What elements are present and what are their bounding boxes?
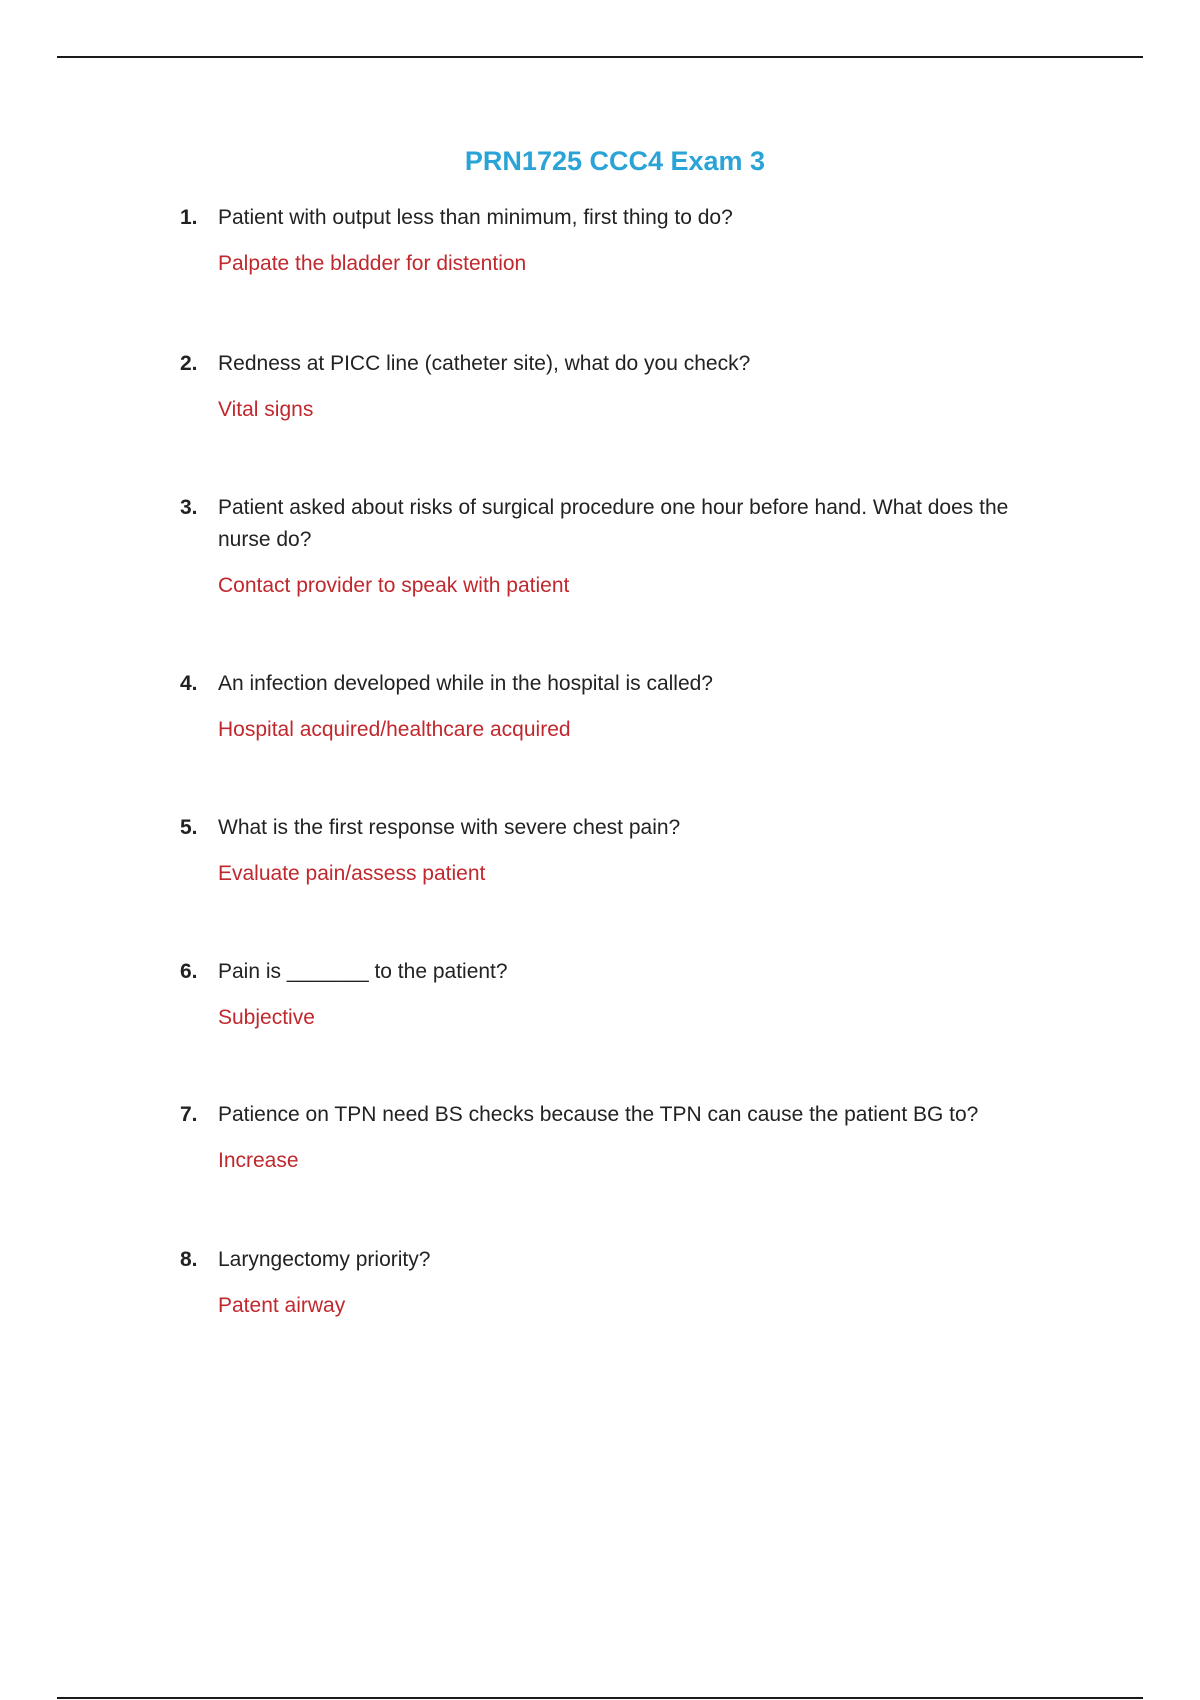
answer-4: Hospital acquired/healthcare acquired — [218, 718, 571, 741]
question-7 — [180, 1099, 1060, 1131]
qa-item-5 — [180, 812, 1060, 890]
question-text: Pain is _______ to the patient? — [218, 960, 508, 983]
question-text: Redness at PICC line (catheter site), what do you check? — [218, 352, 751, 375]
top-rule — [57, 56, 1143, 58]
question-2 — [180, 348, 1060, 380]
qa-item-4 — [180, 668, 1060, 746]
document-title: PRN1725 CCC4 Exam 3 — [464, 146, 766, 176]
question-number: 5. — [180, 816, 198, 839]
qa-item-1 — [180, 202, 1060, 280]
question-number: 4. — [180, 672, 198, 695]
question-number: 6. — [180, 960, 198, 983]
answer-8: Patent airway — [218, 1294, 346, 1317]
answer-2: Vital signs — [218, 398, 314, 421]
answer-1: Palpate the bladder for distention — [218, 252, 527, 275]
qa-item-7 — [180, 1099, 1060, 1177]
question-text: Patient asked about risks of surgical procedure one hour before hand. What does the nurse do? — [218, 496, 1009, 551]
question-1 — [180, 202, 1060, 234]
qa-item-6 — [180, 956, 1060, 1034]
qa-item-3 — [180, 492, 1060, 602]
question-text: An infection developed while in the hospital is called? — [218, 672, 713, 695]
question-text: Patient with output less than minimum, first thing to do? — [218, 206, 733, 229]
question-8 — [180, 1244, 1060, 1276]
question-number: 8. — [180, 1248, 198, 1271]
answer-6: Subjective — [218, 1006, 315, 1029]
answer-7: Increase — [218, 1149, 299, 1172]
qa-item-8 — [180, 1244, 1060, 1322]
qa-item-2 — [180, 348, 1060, 426]
question-3 — [180, 492, 1060, 556]
question-number: 3. — [180, 496, 198, 519]
question-4 — [180, 668, 1060, 700]
answer-5: Evaluate pain/assess patient — [218, 862, 486, 885]
question-text: Laryngectomy priority? — [218, 1248, 431, 1271]
question-number: 1. — [180, 206, 198, 229]
question-text: What is the first response with severe chest pain? — [218, 816, 681, 839]
question-6 — [180, 956, 1060, 988]
answer-3: Contact provider to speak with patient — [218, 574, 570, 597]
question-text: Patience on TPN need BS checks because the TPN can cause the patient BG to? — [218, 1103, 979, 1126]
question-number: 2. — [180, 352, 198, 375]
question-number: 7. — [180, 1103, 198, 1126]
question-5 — [180, 812, 1060, 844]
bottom-rule — [57, 1697, 1143, 1699]
